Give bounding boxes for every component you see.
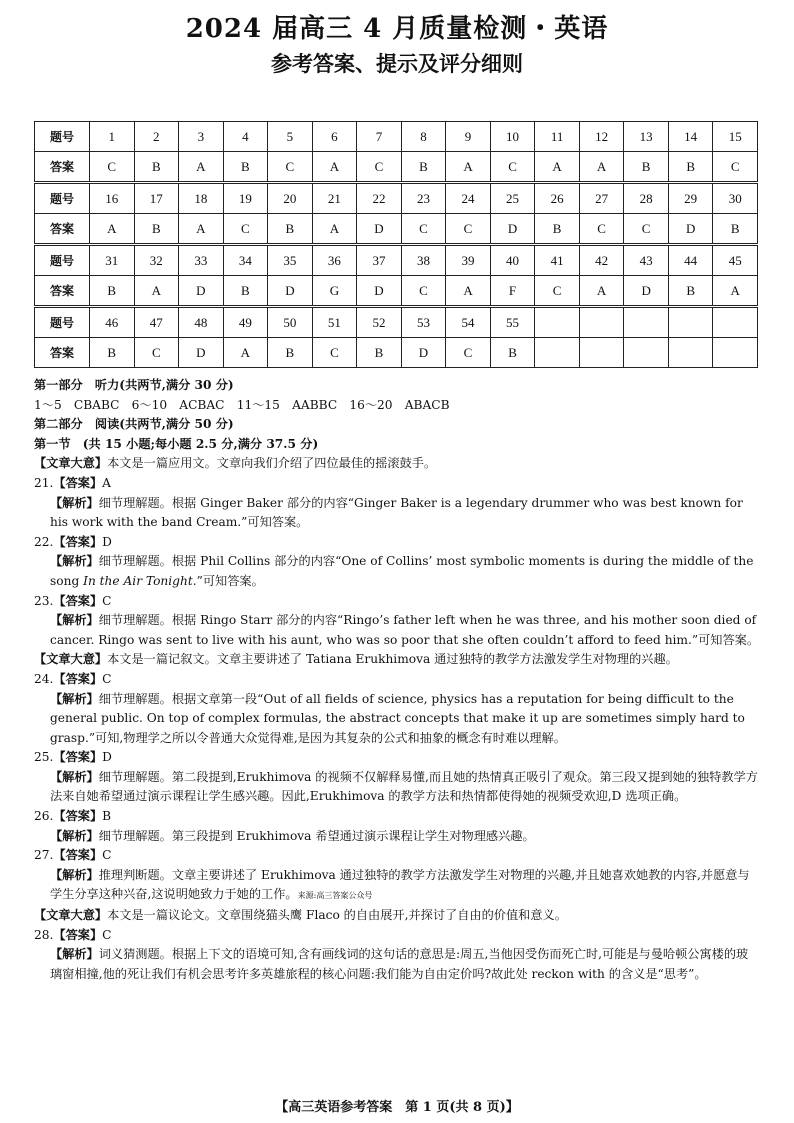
part2-heading: 第二部分 阅读(共两节,满分 50 分) [34,417,234,432]
question-number-cell: 22 [357,183,402,214]
question-label-cell: 题号 [35,307,90,338]
answer-cell: C [446,338,491,368]
answer-cell: A [90,214,135,245]
question-number-cell: 4 [223,122,268,152]
question-number-cell: 47 [134,307,179,338]
question-number-cell [624,307,669,338]
q28-analysis: 【解析】词义猜测题。根据上下文的语境可知,含有画线词的这句话的意思是:周五,当他因受伤而死亡时,可能是与曼哈顿公寓楼的玻璃窗相撞,他的死让我们有机会思考许多英雄旅程的核心问题:我们能为自由定价吗?故此处 reckon with 的含义是“思考”。 [50,947,749,981]
source-note: 来源:高三答案公众号 [297,891,373,901]
answer-cell: A [446,276,491,307]
answer-cell: A [134,276,179,307]
question-number-cell: 41 [535,245,580,276]
question-number-cell: 31 [90,245,135,276]
question-number-cell: 45 [713,245,758,276]
document-title: 2024 届高三 4 月质量检测・英语 [185,14,609,44]
question-number-cell: 53 [401,307,446,338]
answer-cell: B [535,214,580,245]
question-number-cell: 19 [223,183,268,214]
answer-cell: B [713,214,758,245]
q25-answer: 25.【答案】D [34,750,112,765]
answer-cell: B [223,276,268,307]
question-number-cell: 32 [134,245,179,276]
q21-analysis: 【解析】细节理解题。根据 Ginger Baker 部分的内容“Ginger Baker is a legendary drummer who was best known for his work with the band Cream.”可知答案。 [50,495,743,530]
question-number-cell: 48 [179,307,224,338]
question-number-cell: 18 [179,183,224,214]
question-number-cell: 37 [357,245,402,276]
question-number-cell: 40 [490,245,535,276]
answer-cell: A [223,338,268,368]
answer-cell [624,338,669,368]
question-number-cell: 49 [223,307,268,338]
answer-cell: C [624,214,669,245]
answer-row [35,152,758,183]
answer-table [34,121,758,368]
answer-cell: C [401,214,446,245]
question-number-cell: 17 [134,183,179,214]
answer-cell: D [401,338,446,368]
answer-cell: A [713,276,758,307]
answer-cell: B [90,276,135,307]
passage-b-main-idea: 【文章大意】本文是一篇记叙文。文章主要讲述了 Tatiana Erukhimova 通过独特的教学方法激发学生对物理的兴趣。 [34,652,678,667]
question-label-cell: 题号 [35,183,90,214]
question-number-cell: 15 [713,122,758,152]
question-number-cell: 20 [268,183,313,214]
question-number-cell: 34 [223,245,268,276]
question-number-cell: 28 [624,183,669,214]
answer-cell: C [490,152,535,183]
answer-cell: D [357,214,402,245]
answer-cell: C [535,276,580,307]
answer-cell [579,338,624,368]
answer-cell [668,338,713,368]
answer-cell: B [668,152,713,183]
question-number-cell: 11 [535,122,580,152]
question-number-cell: 52 [357,307,402,338]
answer-label-cell: 答案 [35,214,90,245]
q27-answer: 27.【答案】C [34,848,112,863]
question-number-cell: 10 [490,122,535,152]
question-number-cell: 7 [357,122,402,152]
q24-answer: 24.【答案】C [34,671,112,686]
answer-cell: B [357,338,402,368]
answer-row [35,338,758,368]
answer-cell: B [90,338,135,368]
question-number-cell: 2 [134,122,179,152]
q27-analysis: 【解析】推理判断题。文章主要讲述了 Erukhimova 通过独特的教学方法激发学生对物理的兴趣,并且她喜欢她教的内容,并愿意与学生分享这种兴奋,这说明她致力于她的工作。来源:高三答案公众号 [50,867,750,902]
question-number-cell [579,307,624,338]
question-number-cell: 51 [312,307,357,338]
answer-cell: A [179,214,224,245]
answer-row [35,214,758,245]
answer-cell: A [579,276,624,307]
answer-cell: C [401,276,446,307]
document-subtitle: 参考答案、提示及评分细则 [271,51,523,76]
q28-answer: 28.【答案】C [34,927,112,942]
answer-cell: D [357,276,402,307]
answer-cell: A [446,152,491,183]
passage-a-main-idea: 【文章大意】本文是一篇应用文。文章向我们介绍了四位最佳的摇滚鼓手。 [34,456,437,471]
answer-label-cell: 答案 [35,338,90,368]
question-number-cell: 16 [90,183,135,214]
question-number-cell: 5 [268,122,313,152]
answer-cell: B [134,214,179,245]
q21-answer: 21.【答案】A [34,475,111,490]
answer-label-cell: 答案 [35,276,90,307]
question-number-cell: 42 [579,245,624,276]
q22-analysis: 【解析】细节理解题。根据 Phil Collins 部分的内容“One of Collins’ most symbolic moments is during the middle of the song In the Air Tonight.”可知答案。 [50,554,754,588]
answer-cell: D [179,276,224,307]
answer-cell: B [268,338,313,368]
answer-explanations [34,376,760,984]
question-number-cell: 38 [401,245,446,276]
question-number-row [35,307,758,338]
question-number-cell: 35 [268,245,313,276]
listening-answers: 1～5 CBABC 6～10 ACBAC 11～15 AABBC 16～20 ABACB [34,397,450,412]
answer-cell: B [134,152,179,183]
answer-cell: D [490,214,535,245]
answer-cell: C [579,214,624,245]
answer-cell [535,338,580,368]
answer-cell: D [179,338,224,368]
question-number-cell: 12 [579,122,624,152]
answer-cell: C [134,338,179,368]
question-number-cell: 39 [446,245,491,276]
answer-cell: G [312,276,357,307]
part1-heading: 第一部分 听力(共两节,满分 30 分) [34,378,234,392]
answer-row [35,276,758,307]
question-number-cell: 21 [312,183,357,214]
question-number-cell: 55 [490,307,535,338]
question-number-cell: 8 [401,122,446,152]
question-number-cell: 24 [446,183,491,214]
q25-analysis: 【解析】细节理解题。第二段提到,Erukhimova 的视频不仅解释易懂,而且她的热情真正吸引了观众。第三段又提到她的独特教学方法来自她希望通过演示课程让学生感兴趣。因此,Erukhimova 的教学方法和热情都使得她的视频受欢迎,D 选项正确。 [50,769,758,804]
question-number-cell: 26 [535,183,580,214]
question-number-cell: 6 [312,122,357,152]
answer-cell: A [179,152,224,183]
answer-label-cell: 答案 [35,152,90,183]
answer-cell: C [90,152,135,183]
question-label-cell: 题号 [35,122,90,152]
question-number-cell: 27 [579,183,624,214]
answer-cell: D [668,214,713,245]
answer-cell: B [268,214,313,245]
answer-cell: B [223,152,268,183]
question-number-cell: 46 [90,307,135,338]
section1-heading: 第一节 (共 15 小题;每小题 2.5 分,满分 37.5 分) [34,436,319,451]
question-number-row [35,245,758,276]
page-footer: 【高三英语参考答案 第 1 页(共 8 页)】 [275,1100,519,1115]
question-number-row [35,122,758,152]
answer-cell: C [446,214,491,245]
question-number-cell: 43 [624,245,669,276]
answer-cell: A [312,152,357,183]
q24-analysis: 【解析】细节理解题。根据文章第一段“Out of all fields of science, physics has a reputation for being difficult to the general public. On top of complex formulas, the abstract concepts that make it up are sometimes simply hard to grasp.”可知,物理学之所以令普通大众觉得难,是因为其复杂的公式和抽象的概念有时难以理解。 [50,691,745,745]
question-number-cell [713,307,758,338]
q23-answer: 23.【答案】C [34,593,112,608]
q26-answer: 26.【答案】B [34,809,112,824]
answer-cell [713,338,758,368]
answer-cell: B [624,152,669,183]
question-number-cell: 14 [668,122,713,152]
answer-cell: C [713,152,758,183]
answer-cell: C [268,152,313,183]
answer-cell: B [490,338,535,368]
answer-cell: A [579,152,624,183]
question-label-cell: 题号 [35,245,90,276]
answer-cell: C [223,214,268,245]
question-number-cell: 33 [179,245,224,276]
question-number-cell [668,307,713,338]
answer-cell: A [535,152,580,183]
q26-analysis: 【解析】细节理解题。第三段提到 Erukhimova 希望通过演示课程让学生对物理感兴趣。 [50,828,535,843]
q23-analysis: 【解析】细节理解题。根据 Ringo Starr 部分的内容“Ringo’s father left when he was three, and his mother soon died of cancer. Ringo was sent to live with his aunt, who was so poor that she often couldn’t afford to feed him.”可知答案。 [50,613,760,647]
question-number-cell: 25 [490,183,535,214]
answer-cell: F [490,276,535,307]
answer-cell: B [401,152,446,183]
question-number-cell: 29 [668,183,713,214]
question-number-cell [535,307,580,338]
answer-cell: A [312,214,357,245]
q22-answer: 22.【答案】D [34,534,112,549]
question-number-cell: 30 [713,183,758,214]
question-number-row [35,183,758,214]
question-number-cell: 1 [90,122,135,152]
answer-cell: B [668,276,713,307]
question-number-cell: 50 [268,307,313,338]
question-number-cell: 3 [179,122,224,152]
answer-cell: D [268,276,313,307]
answer-cell: C [357,152,402,183]
question-number-cell: 44 [668,245,713,276]
question-number-cell: 36 [312,245,357,276]
question-number-cell: 13 [624,122,669,152]
question-number-cell: 23 [401,183,446,214]
question-number-cell: 9 [446,122,491,152]
question-number-cell: 54 [446,307,491,338]
passage-c-main-idea: 【文章大意】本文是一篇议论文。文章围绕猫头鹰 Flaco 的自由展开,并探讨了自由的价值和意义。 [34,908,567,923]
answer-cell: C [312,338,357,368]
answer-cell: D [624,276,669,307]
